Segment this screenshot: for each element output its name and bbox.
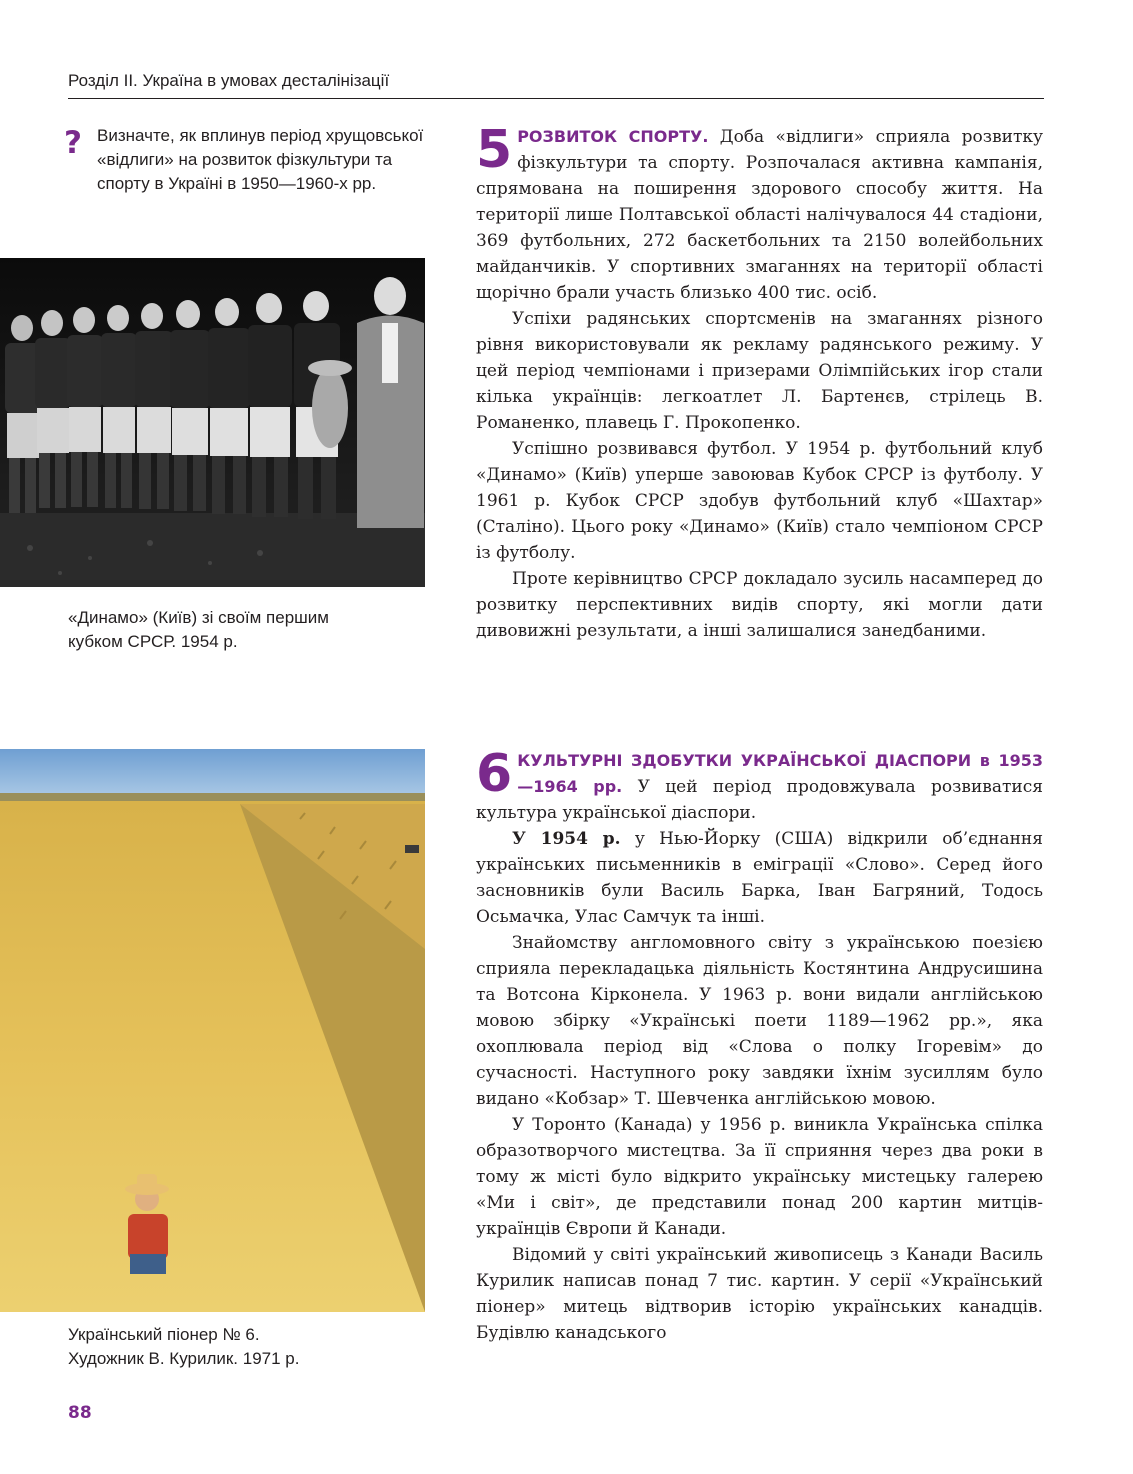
paragraph: Знайомству англомовного світу з українською поезією сприяла перекладацька діяльність Костянтина Андрусишина та Вотсона Кірконела. У 1963 р. вони видали англійською мовою збірку «Українські поети 1189—1962 рр.», яка охоплювала період від «Слова о полку Ігоревім» до сучасності. Наступного року завдяки їхнім зусиллям було видано «Кобзар» Т. Шевченка англійською мовою.: [476, 933, 1043, 1109]
paragraph: Відомий у світі український живописець з Канади Василь Курилик написав понад 7 тис. картин. У серії «Український піонер» митець відтворив історію українських канадців. Будівлю канадського: [476, 1245, 1043, 1343]
section-5-lead-paragraph: [476, 120, 1043, 306]
paragraph: Успішно розвивався футбол. У 1954 р. футбольний клуб «Динамо» (Київ) уперше завоював Кубок СРСР із футболу. У 1961 р. Кубок СРСР здобув футбольний клуб «Шахтар» (Сталіно). Цього року «Динамо» (Київ) стало чемпіоном СРСР із футболу.: [476, 439, 1043, 563]
caption-line: Український піонер № 6.: [68, 1325, 260, 1344]
question-text: Визначте, як вплинув період хрущовської «відлиги» на розвиток фізкультури та спорту в Україні в 1950—1960-х рр.: [97, 126, 424, 193]
section-title: РОЗВИТОК СПОРТУ.: [517, 127, 709, 146]
paragraph-text: у Нью-Йорку (США) відкрили об’єднання українських письменників в еміграції «Слово». Серед його засновників були Василь Барка, Іван Багряний, Тодось Осьмачка, Улас Самчук та інші.: [476, 829, 1043, 927]
paragraph: У Торонто (Канада) у 1956 р. виникла Українська спілка образотворчого мистецтва. За її сприяння через два роки в тому ж місті було відкрито українську мистецьку галерею «Ми і світ», де представили понад 200 картин митців-українців Європи й Канади.: [476, 1115, 1043, 1239]
caption-line: Художник В. Курилик. 1971 р.: [68, 1349, 300, 1368]
section-6: [476, 744, 1043, 1346]
section-lead-text: У цей період продовжувала розвиватися культура української діаспори.: [476, 777, 1043, 823]
dynamo-team-photo: [0, 258, 425, 587]
section-lead-text: Доба «відлиги» сприяла розвитку фізкультури та спорту. Розпочалася активна кампанія, спрямована на поширення здорового способу життя. На території лише Полтавської області налічувалося 44 стадіони, 369 футбольних, 272 баскетбольних та 2150 волейбольних майданчиків. У спортивних змаганнях на території області щорічно брали участь близько 400 тис. осіб.: [476, 127, 1043, 303]
question-mark-icon: ?: [64, 125, 82, 161]
pioneer-painting: [0, 749, 425, 1312]
section-number: 5: [476, 120, 513, 180]
paragraph: [476, 826, 1043, 930]
section-6-lead-paragraph: [476, 744, 1043, 826]
section-number: 6: [476, 744, 513, 804]
caption-line: кубком СРСР. 1954 р.: [68, 632, 238, 651]
page-header: [68, 70, 1044, 99]
paragraph: Успіхи радянських спортсменів на змаганнях різного рівня використовували як рекламу радянського режиму. У цей період чемпіонами і призерами Олімпійських ігор стали кілька українців: легкоатлет Л. Бартенєв, стрілець В. Романенко, плавець Г. Прокопенко.: [476, 309, 1043, 433]
figure-caption-pioneer: [68, 1323, 408, 1371]
section-title: КУЛЬТУРНІ ЗДОБУТКИ УКРАЇНСЬКОЇ ДІАСПОРИ в 1953—1964 рр.: [517, 751, 1043, 796]
bold-year: У 1954 р.: [512, 829, 621, 849]
section-5: [476, 120, 1043, 644]
page-number: 88: [68, 1403, 92, 1423]
figure-caption-dynamo: [68, 606, 408, 654]
running-head: Розділ ІІ. Україна в умовах десталінізації: [68, 71, 390, 90]
pioneer-painting-image: [0, 749, 425, 1312]
paragraph: Проте керівництво СРСР докладало зусиль насамперед до розвитку перспективних видів спорту, які могли дати дивовижні результати, а інші залишалися занедбаними.: [476, 569, 1043, 641]
dynamo-team-image: [0, 258, 425, 587]
caption-line: «Динамо» (Київ) зі своїм першим: [68, 608, 329, 627]
